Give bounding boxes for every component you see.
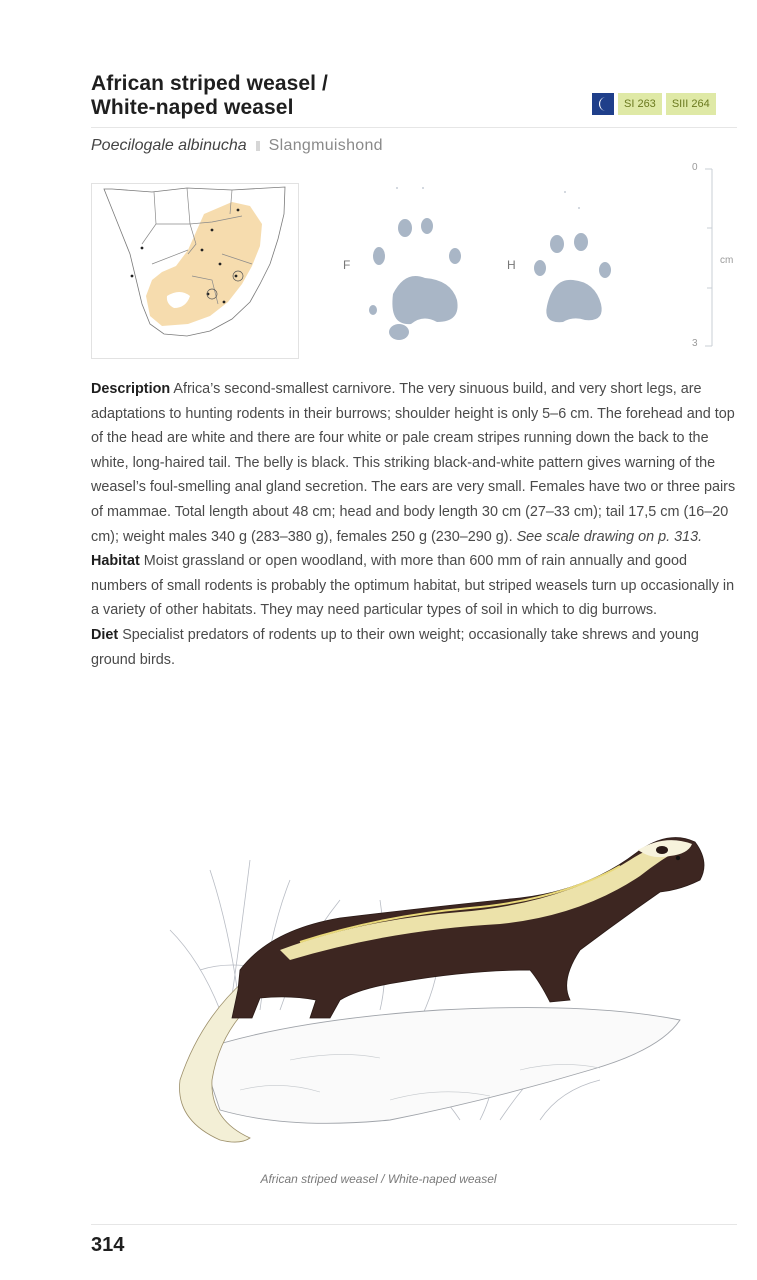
title-line-1: African striped weasel / bbox=[91, 72, 328, 95]
diet-text: Specialist predators of rodents up to their own weight; occasionally take shrews and young ground birds. bbox=[91, 626, 699, 668]
species-names bbox=[91, 137, 383, 155]
species-title bbox=[91, 72, 551, 120]
front-track-label: F bbox=[343, 258, 351, 272]
scientific-name: Poecilogale albinucha bbox=[91, 137, 247, 154]
hind-track-label: H bbox=[507, 258, 516, 272]
scale-unit-label: cm bbox=[720, 255, 734, 266]
diet-heading: Diet bbox=[91, 626, 119, 643]
description-cross-reference: See scale drawing on p. 313. bbox=[516, 528, 703, 545]
title-line-2: White-naped weasel bbox=[91, 96, 294, 119]
description-text: Africa’s second-smallest carnivore. The very sinuous build, and very short legs, are adaptations to hunting rodents in their burrows; shoulder height is only 5–6 cm. The forehead and top of the head are white and there are four white or pale cream stripes running down the back to the white, long-haired tail. The belly is black. This striking black-and-white pattern gives warning of the weasel’s foul-smelling anal gland secretion. The ears are very small. Females have two or three pairs of mammae. Total length about 48 cm; head and body length 30 cm (27–33 cm); tail 17,5 cm (16–20 cm); weight males 340 g (283–380 g), females 250 g (230–290 g). bbox=[91, 381, 736, 545]
diet-paragraph bbox=[91, 623, 741, 672]
page-number: 314 bbox=[91, 1234, 125, 1256]
habitat-heading: Habitat bbox=[91, 553, 140, 570]
reference-badge-siii: SIII 264 bbox=[666, 93, 716, 115]
reference-badge-si: SI 263 bbox=[618, 93, 662, 115]
track-scale-bar bbox=[690, 162, 740, 352]
habitat-text: Moist grassland or open woodland, with more than 600 mm of rain annually and good numbers of small rodents is probably the optimum habitat, but striped weasels turn up occasionally in a variety of other habitats. They may need particular types of soil in which to dig burrows. bbox=[91, 553, 735, 619]
description-heading: Description bbox=[91, 381, 171, 397]
description-paragraph bbox=[91, 377, 741, 549]
crescent-moon-icon bbox=[592, 93, 614, 115]
weasel-illustration bbox=[140, 820, 740, 1160]
footer-divider bbox=[91, 1224, 737, 1225]
reference-badges bbox=[592, 93, 716, 115]
hind-paw-icon bbox=[525, 182, 625, 332]
species-account bbox=[91, 377, 741, 672]
habitat-paragraph bbox=[91, 549, 741, 623]
scale-bottom-label: 3 bbox=[692, 338, 698, 349]
distribution-map bbox=[91, 183, 299, 359]
footprint-tracks bbox=[340, 182, 640, 352]
front-paw-icon bbox=[365, 182, 475, 352]
afrikaans-name: Slangmuishond bbox=[268, 137, 383, 154]
scale-top-label: 0 bbox=[692, 162, 698, 173]
title-divider bbox=[91, 127, 737, 128]
illustration-caption: African striped weasel / White-naped weasel bbox=[260, 1172, 497, 1186]
name-separator bbox=[256, 141, 260, 151]
